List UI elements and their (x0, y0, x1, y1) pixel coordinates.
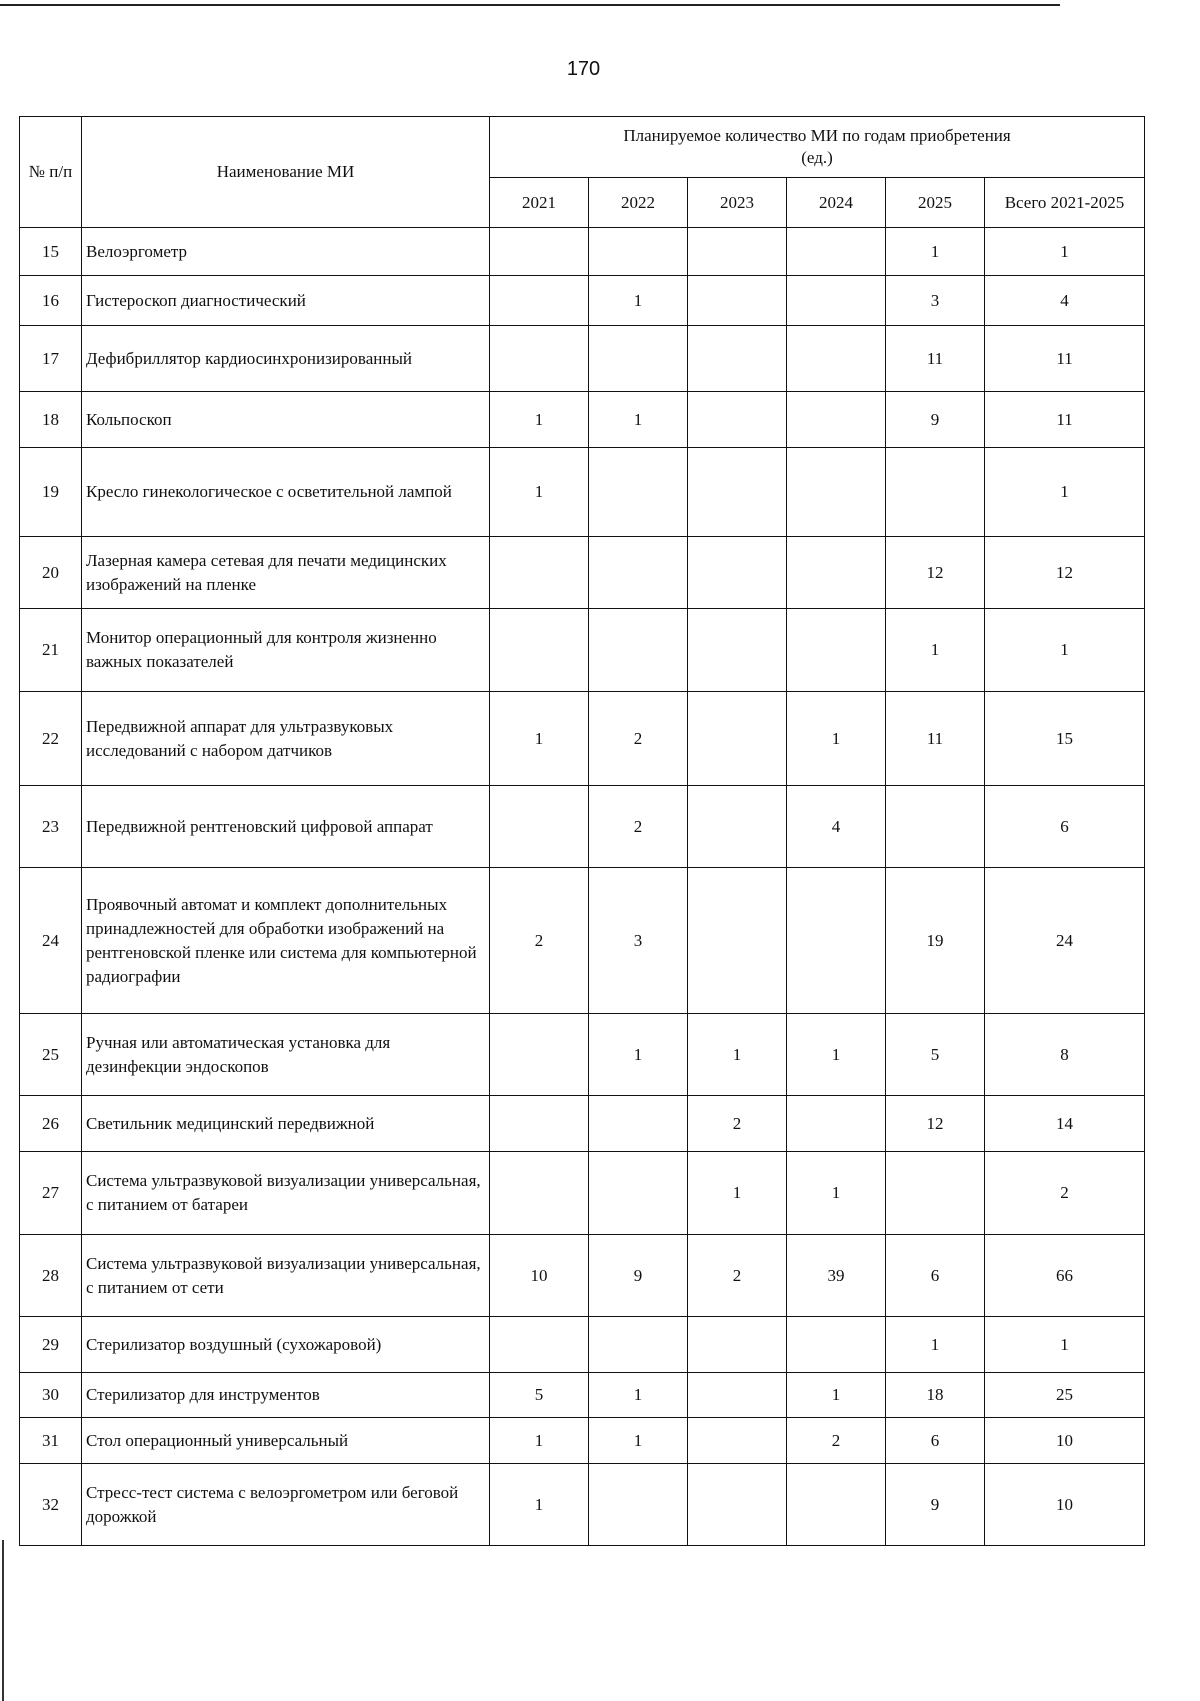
table-row (20, 1464, 1145, 1546)
row-year-value (688, 868, 787, 1014)
row-name: Светильник медицинский передвижной (82, 1096, 490, 1152)
table-row (20, 692, 1145, 786)
row-year-value: 1 (688, 1014, 787, 1096)
row-total: 1 (985, 228, 1145, 276)
row-year-value (490, 276, 589, 326)
header-year: 2021 (490, 178, 589, 228)
row-year-value: 1 (886, 609, 985, 692)
row-year-value: 1 (490, 1464, 589, 1546)
table-row (20, 609, 1145, 692)
row-year-value: 2 (688, 1096, 787, 1152)
row-year-value: 1 (589, 276, 688, 326)
row-year-value: 1 (589, 1418, 688, 1464)
table-body (20, 228, 1145, 1546)
row-year-value: 1 (490, 448, 589, 537)
equipment-table (19, 116, 1145, 1546)
table-row (20, 1373, 1145, 1418)
table-row (20, 228, 1145, 276)
row-year-value (490, 1317, 589, 1373)
row-year-value: 1 (787, 1152, 886, 1235)
row-name: Система ультразвуковой визуализации универсальная, с питанием от сети (82, 1235, 490, 1317)
row-year-value: 9 (589, 1235, 688, 1317)
row-number: 29 (20, 1317, 82, 1373)
table-row (20, 537, 1145, 609)
row-total: 1 (985, 609, 1145, 692)
row-year-value (688, 1418, 787, 1464)
row-year-value (490, 537, 589, 609)
row-year-value (589, 1464, 688, 1546)
row-year-value: 1 (589, 392, 688, 448)
row-total: 10 (985, 1464, 1145, 1546)
row-year-value (589, 326, 688, 392)
header-num: № п/п (20, 117, 82, 228)
row-year-value (688, 228, 787, 276)
row-year-value (490, 326, 589, 392)
row-year-value: 9 (886, 392, 985, 448)
row-number: 23 (20, 786, 82, 868)
row-total: 24 (985, 868, 1145, 1014)
row-year-value (688, 1317, 787, 1373)
row-year-value (688, 392, 787, 448)
row-year-value (787, 276, 886, 326)
row-number: 22 (20, 692, 82, 786)
row-year-value (787, 868, 886, 1014)
row-year-value (787, 537, 886, 609)
row-year-value: 2 (589, 692, 688, 786)
row-number: 32 (20, 1464, 82, 1546)
row-name: Монитор операционный для контроля жизненно важных показателей (82, 609, 490, 692)
row-year-value: 1 (589, 1373, 688, 1418)
header-plan-title: Планируемое количество МИ по годам приобретения (623, 126, 1011, 145)
row-year-value: 3 (589, 868, 688, 1014)
row-year-value: 39 (787, 1235, 886, 1317)
row-name: Лазерная камера сетевая для печати медицинских изображений на пленке (82, 537, 490, 609)
row-total: 14 (985, 1096, 1145, 1152)
header-name: Наименование МИ (82, 117, 490, 228)
row-year-value: 18 (886, 1373, 985, 1418)
row-year-value: 2 (688, 1235, 787, 1317)
row-year-value: 5 (490, 1373, 589, 1418)
row-year-value: 12 (886, 1096, 985, 1152)
row-year-value: 1 (886, 228, 985, 276)
row-number: 27 (20, 1152, 82, 1235)
row-year-value: 1 (787, 1014, 886, 1096)
row-year-value: 2 (787, 1418, 886, 1464)
row-year-value: 19 (886, 868, 985, 1014)
table-row (20, 448, 1145, 537)
row-number: 31 (20, 1418, 82, 1464)
row-year-value (688, 448, 787, 537)
header-total: Всего 2021-2025 (985, 178, 1145, 228)
row-year-value (688, 1464, 787, 1546)
row-year-value: 1 (490, 392, 589, 448)
row-number: 21 (20, 609, 82, 692)
row-total: 4 (985, 276, 1145, 326)
scan-edge-left (2, 1540, 4, 1701)
header-year: 2024 (787, 178, 886, 228)
row-year-value (787, 392, 886, 448)
row-year-value (787, 448, 886, 537)
row-number: 17 (20, 326, 82, 392)
row-year-value: 1 (886, 1317, 985, 1373)
row-year-value (787, 1464, 886, 1546)
row-year-value (589, 448, 688, 537)
row-total: 25 (985, 1373, 1145, 1418)
table-row (20, 1152, 1145, 1235)
row-number: 19 (20, 448, 82, 537)
row-year-value: 1 (688, 1152, 787, 1235)
row-name: Дефибриллятор кардиосинхронизированный (82, 326, 490, 392)
table-row (20, 1096, 1145, 1152)
row-year-value (886, 1152, 985, 1235)
row-year-value: 5 (886, 1014, 985, 1096)
row-number: 28 (20, 1235, 82, 1317)
row-total: 12 (985, 537, 1145, 609)
table-row (20, 868, 1145, 1014)
table-row (20, 786, 1145, 868)
row-name: Стерилизатор воздушный (сухожаровой) (82, 1317, 490, 1373)
row-year-value (886, 786, 985, 868)
header-year: 2025 (886, 178, 985, 228)
row-year-value: 1 (787, 1373, 886, 1418)
row-year-value (589, 1317, 688, 1373)
header-year: 2022 (589, 178, 688, 228)
row-number: 18 (20, 392, 82, 448)
row-number: 15 (20, 228, 82, 276)
row-total: 66 (985, 1235, 1145, 1317)
row-total: 1 (985, 1317, 1145, 1373)
header-plan-unit: (ед.) (801, 148, 833, 167)
row-year-value (688, 786, 787, 868)
table-row (20, 392, 1145, 448)
row-number: 20 (20, 537, 82, 609)
row-year-value (589, 228, 688, 276)
row-year-value (688, 1373, 787, 1418)
row-year-value (688, 609, 787, 692)
row-year-value (589, 609, 688, 692)
row-year-value (787, 1317, 886, 1373)
row-name: Система ультразвуковой визуализации универсальная, с питанием от батареи (82, 1152, 490, 1235)
table-row (20, 1317, 1145, 1373)
row-name: Кресло гинекологическое с осветительной лампой (82, 448, 490, 537)
row-year-value: 6 (886, 1235, 985, 1317)
row-year-value: 2 (589, 786, 688, 868)
row-year-value: 1 (589, 1014, 688, 1096)
row-total: 11 (985, 392, 1145, 448)
row-total: 15 (985, 692, 1145, 786)
row-year-value (490, 228, 589, 276)
row-name: Кольпоскоп (82, 392, 490, 448)
row-year-value: 10 (490, 1235, 589, 1317)
table-row (20, 1418, 1145, 1464)
row-year-value: 4 (787, 786, 886, 868)
row-name: Гистероскоп диагностический (82, 276, 490, 326)
table-row (20, 276, 1145, 326)
row-year-value (490, 609, 589, 692)
row-name: Ручная или автоматическая установка для дезинфекции эндоскопов (82, 1014, 490, 1096)
row-name: Передвижной аппарат для ультразвуковых исследований с набором датчиков (82, 692, 490, 786)
row-total: 2 (985, 1152, 1145, 1235)
row-number: 30 (20, 1373, 82, 1418)
row-number: 25 (20, 1014, 82, 1096)
row-year-value: 6 (886, 1418, 985, 1464)
row-total: 6 (985, 786, 1145, 868)
row-year-value: 1 (490, 1418, 589, 1464)
row-year-value (490, 786, 589, 868)
table-row (20, 1014, 1145, 1096)
page-number: 170 (566, 58, 601, 80)
row-total: 10 (985, 1418, 1145, 1464)
row-year-value (688, 326, 787, 392)
row-name: Стресс-тест система с велоэргометром или беговой дорожкой (82, 1464, 490, 1546)
row-name: Велоэргометр (82, 228, 490, 276)
row-year-value: 1 (490, 692, 589, 786)
header-year: 2023 (688, 178, 787, 228)
row-year-value: 11 (886, 326, 985, 392)
row-year-value (589, 537, 688, 609)
row-year-value (787, 326, 886, 392)
row-year-value (490, 1096, 589, 1152)
row-year-value (688, 692, 787, 786)
row-year-value (886, 448, 985, 537)
row-year-value: 1 (787, 692, 886, 786)
row-year-value (787, 609, 886, 692)
row-name: Проявочный автомат и комплект дополнительных принадлежностей для обработки изображений на рентгеновской пленке или система для компьютерной радиографии (82, 868, 490, 1014)
table-row (20, 326, 1145, 392)
row-year-value (787, 1096, 886, 1152)
scan-edge-top (0, 4, 1060, 6)
header-plan (490, 117, 1145, 178)
row-year-value (688, 276, 787, 326)
row-name: Передвижной рентгеновский цифровой аппарат (82, 786, 490, 868)
table-row (20, 1235, 1145, 1317)
row-year-value: 9 (886, 1464, 985, 1546)
row-number: 26 (20, 1096, 82, 1152)
row-year-value (589, 1096, 688, 1152)
row-name: Стерилизатор для инструментов (82, 1373, 490, 1418)
row-year-value (490, 1152, 589, 1235)
row-year-value (490, 1014, 589, 1096)
row-year-value: 2 (490, 868, 589, 1014)
row-name: Стол операционный универсальный (82, 1418, 490, 1464)
row-total: 1 (985, 448, 1145, 537)
row-total: 11 (985, 326, 1145, 392)
row-year-value: 12 (886, 537, 985, 609)
row-number: 24 (20, 868, 82, 1014)
row-year-value (688, 537, 787, 609)
row-total: 8 (985, 1014, 1145, 1096)
row-year-value: 3 (886, 276, 985, 326)
row-year-value (589, 1152, 688, 1235)
row-number: 16 (20, 276, 82, 326)
row-year-value (787, 228, 886, 276)
row-year-value: 11 (886, 692, 985, 786)
